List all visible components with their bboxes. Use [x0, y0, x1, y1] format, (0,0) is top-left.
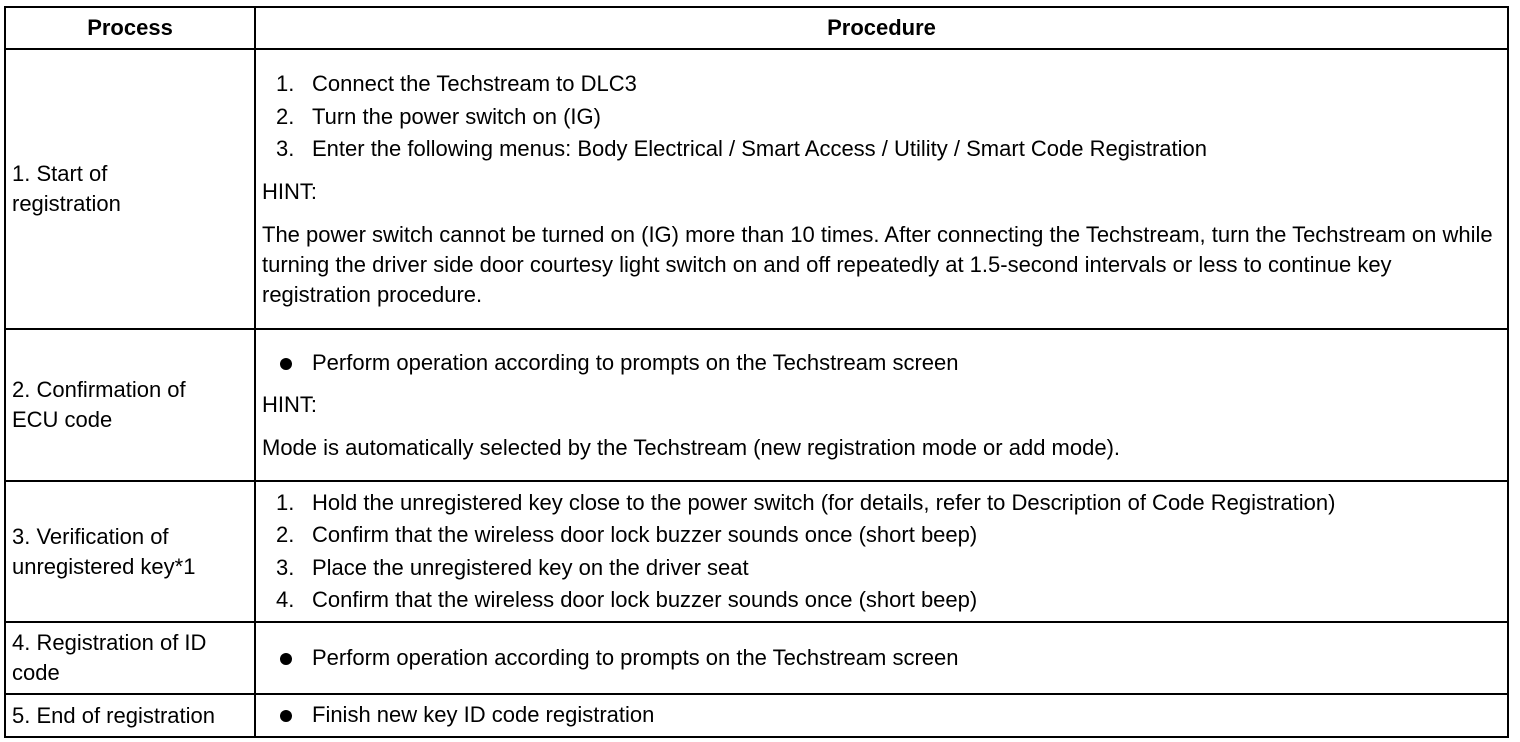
procedure-cell — [255, 481, 1508, 622]
procedure-cell — [255, 329, 1508, 481]
bullet-icon — [280, 653, 292, 665]
process-label: 1. Start of registration — [12, 161, 121, 216]
hint-text: The power switch cannot be turned on (IG) more than 10 times. After connecting the Techstream, turn the Techstream on while turning the driver side door courtesy light switch on and off repeatedly at 1.5-second intervals or less to continue key registration procedure. — [262, 221, 1493, 307]
table-row — [5, 49, 1508, 329]
bullet-list — [262, 347, 1501, 380]
list-item: 3. Place the unregistered key on the driver seat — [276, 554, 749, 580]
registration-procedure-document — [4, 6, 1507, 734]
process-label: 3. Verification of unregistered key*1 — [12, 523, 196, 579]
bullet-list — [262, 642, 1501, 675]
procedure-cell — [255, 49, 1508, 329]
process-cell — [5, 481, 255, 622]
bullet-list — [262, 699, 1501, 732]
step-list — [262, 487, 1501, 617]
hint-label: HINT: — [262, 178, 317, 204]
procedure-cell — [255, 694, 1508, 737]
process-label: 2. Confirmation of ECU code — [12, 377, 186, 432]
process-cell — [5, 329, 255, 481]
bullet-icon — [280, 358, 292, 370]
table-header-row — [5, 7, 1508, 49]
table-row — [5, 481, 1508, 622]
procedure-cell — [255, 622, 1508, 694]
header-procedure: Procedure — [255, 7, 1508, 49]
list-item: 2. Turn the power switch on (IG) — [276, 103, 601, 129]
list-item: 1. Hold the unregistered key close to the power switch (for details, refer to Description of Code Registration) — [276, 489, 1336, 515]
table-row — [5, 329, 1508, 481]
hint-text: Mode is automatically selected by the Techstream (new registration mode or add mode). — [262, 435, 1121, 461]
process-cell — [5, 622, 255, 694]
table-row — [5, 694, 1508, 737]
process-cell — [5, 49, 255, 329]
list-item: 4. Confirm that the wireless door lock buzzer sounds once (short beep) — [276, 587, 978, 612]
list-item: Perform operation according to prompts on the Techstream screen — [262, 642, 1501, 675]
list-item: 1. Connect the Techstream to DLC3 — [276, 71, 637, 97]
list-item: Perform operation according to prompts on the Techstream screen — [262, 347, 1501, 380]
process-label: 5. End of registration — [12, 702, 216, 728]
table-row — [5, 622, 1508, 694]
header-process: Process — [5, 7, 255, 49]
list-item: 3. Enter the following menus: Body Electrical / Smart Access / Utility / Smart Code Registration — [276, 136, 1208, 162]
process-label: 4. Registration of ID code — [12, 630, 207, 685]
process-cell — [5, 694, 255, 737]
step-list — [262, 68, 1501, 166]
bullet-icon — [280, 710, 292, 722]
list-item: 2. Confirm that the wireless door lock buzzer sounds once (short beep) — [276, 522, 978, 547]
list-item: Finish new key ID code registration — [262, 699, 1501, 732]
hint-label: HINT: — [262, 392, 317, 418]
procedure-table — [4, 6, 1509, 738]
